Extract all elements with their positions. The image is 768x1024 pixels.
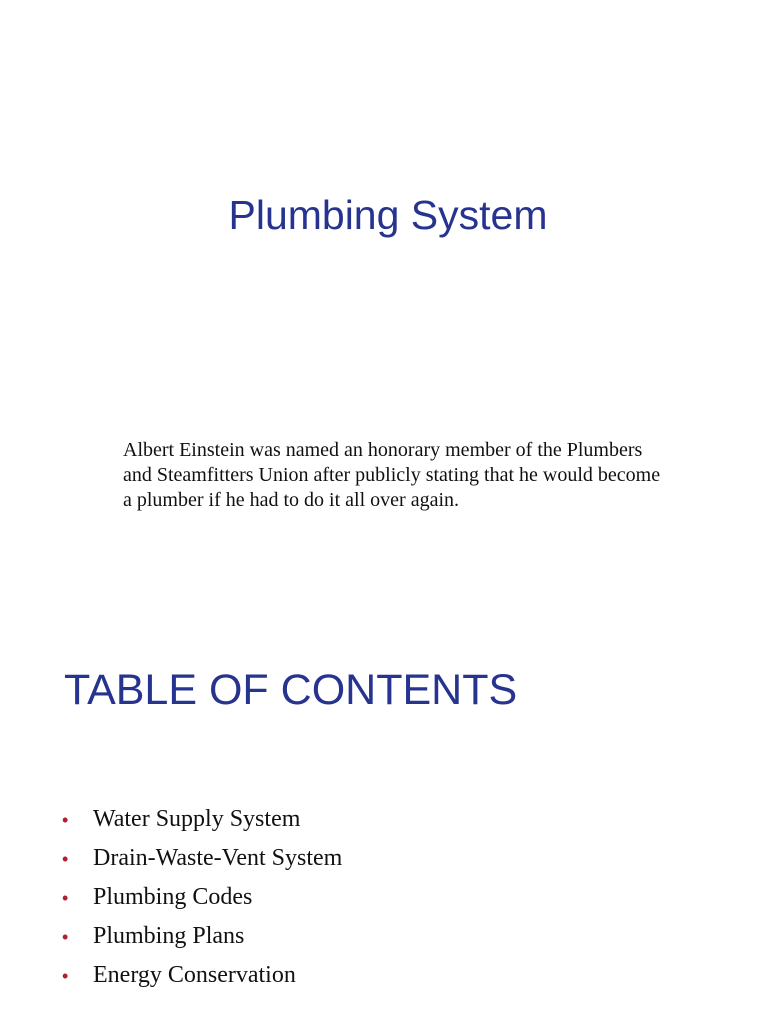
einstein-quote: Albert Einstein was named an honorary member of the Plumbers and Steamfitters Union after publicly stating that he would become a plumber if he had to do it all over again. bbox=[123, 439, 661, 511]
toc-list bbox=[62, 800, 342, 995]
bullet-icon: • bbox=[62, 966, 69, 986]
toc-item-plumbing-plans bbox=[62, 917, 342, 956]
bullet-icon: • bbox=[62, 927, 69, 947]
toc-item-label: Plumbing Plans bbox=[93, 923, 245, 949]
toc-item-energy-conservation bbox=[62, 956, 342, 995]
toc-item-label: Plumbing Codes bbox=[93, 884, 253, 910]
toc-heading: TABLE OF CONTENTS bbox=[64, 666, 518, 714]
toc-item-label: Energy Conservation bbox=[93, 962, 296, 988]
bullet-icon: • bbox=[62, 888, 69, 908]
bullet-icon: • bbox=[62, 810, 69, 830]
toc-item-plumbing-codes bbox=[62, 878, 342, 917]
toc-item-water-supply bbox=[62, 800, 342, 839]
toc-item-label: Drain-Waste-Vent System bbox=[93, 845, 343, 871]
bullet-icon: • bbox=[62, 849, 69, 869]
toc-item-label: Water Supply System bbox=[93, 806, 301, 832]
slide-title: Plumbing System bbox=[228, 192, 548, 238]
toc-item-drain-waste-vent bbox=[62, 839, 342, 878]
